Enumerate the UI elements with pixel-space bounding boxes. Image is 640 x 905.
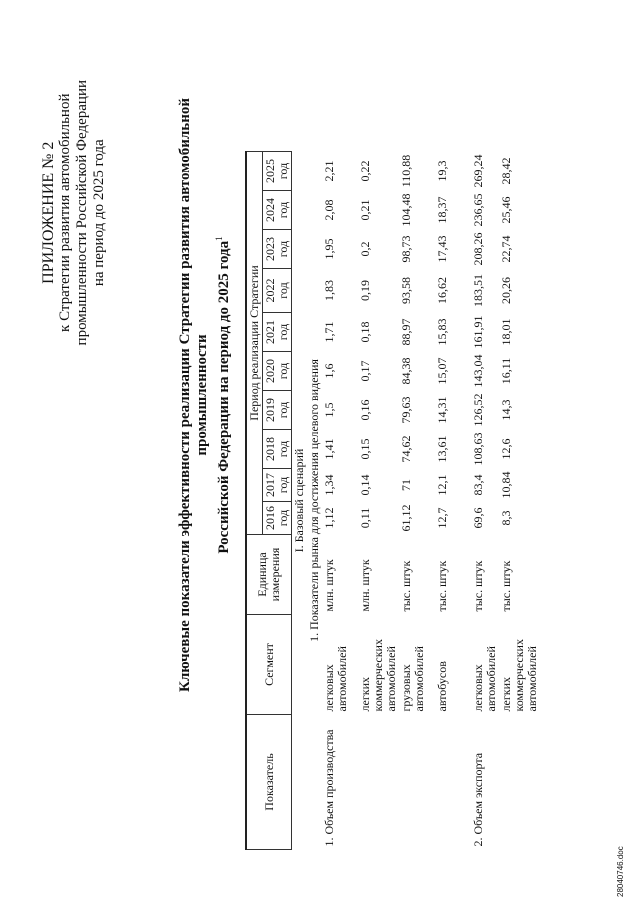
segment-cell: легких коммерческих автомобилей bbox=[499, 639, 539, 712]
value-cell: 61,12 bbox=[399, 504, 413, 532]
indicator-cell: 1. Объем производства bbox=[322, 729, 336, 847]
table-row bbox=[399, 152, 435, 850]
value-cell: 8,3 bbox=[499, 510, 513, 526]
value-cell: 1,12 bbox=[322, 507, 336, 529]
segment-cell: легковых автомобилей bbox=[471, 646, 498, 712]
value-cell: 79,63 bbox=[399, 396, 413, 424]
value-cell: 1,5 bbox=[322, 402, 336, 418]
unit-cell: тыс. штук bbox=[399, 560, 413, 612]
header-indicator: Показатель bbox=[246, 715, 292, 850]
segment-cell: автобусов bbox=[435, 661, 449, 712]
header-year: 2021 год bbox=[263, 313, 292, 352]
document-title-line bbox=[211, 95, 233, 695]
value-cell: 69,6 bbox=[471, 507, 485, 529]
value-cell: 104,48 bbox=[399, 193, 413, 227]
header-unit: Единица измерения bbox=[246, 535, 292, 615]
value-cell: 236,65 bbox=[471, 193, 485, 227]
header-year: 2020 год bbox=[263, 352, 292, 391]
value-cell: 10,84 bbox=[499, 471, 513, 499]
value-cell: 143,04 bbox=[471, 354, 485, 388]
appendix-line: к Стратегии развития автомобильной bbox=[57, 93, 73, 332]
value-cell: 14,31 bbox=[435, 396, 449, 424]
indicator-cell bbox=[358, 715, 399, 850]
value-cell: 22,74 bbox=[499, 235, 513, 263]
value-cell: 1,71 bbox=[322, 321, 336, 343]
document-title-text: Российской Федерации на период до 2025 года bbox=[216, 240, 232, 554]
value-cell: 28,42 bbox=[499, 157, 513, 185]
value-cell: 208,26 bbox=[471, 232, 485, 266]
value-cell: 0,17 bbox=[358, 360, 372, 382]
indicator-cell bbox=[435, 715, 471, 850]
value-cell: 0,15 bbox=[358, 438, 372, 460]
segment-cell: легких коммерческих автомобилей bbox=[358, 639, 398, 712]
indicator-cell bbox=[399, 715, 435, 850]
value-cell: 17,43 bbox=[435, 235, 449, 263]
header-year: 2024 год bbox=[263, 191, 292, 230]
appendix-header bbox=[40, 80, 108, 345]
table-row bbox=[358, 152, 399, 850]
value-cell: 1,41 bbox=[322, 438, 336, 460]
unit-cell: млн. штук bbox=[358, 559, 372, 612]
subsection-title: 1. Показатели рынка для достижения целевого видения bbox=[307, 359, 321, 642]
appendix-line: на период до 2025 года bbox=[91, 139, 107, 287]
value-cell: 126,52 bbox=[471, 393, 485, 427]
document-title bbox=[177, 95, 233, 695]
value-cell: 183,51 bbox=[471, 274, 485, 307]
value-cell: 0,16 bbox=[358, 399, 372, 421]
document-title-line: Ключевые показатели эффективности реализации Стратегии развития автомобильной промышленности bbox=[177, 98, 210, 692]
table-row bbox=[499, 152, 540, 850]
table-row bbox=[471, 152, 499, 850]
indicator-cell bbox=[499, 715, 540, 850]
value-cell: 16,62 bbox=[435, 277, 449, 304]
header-year: 2019 год bbox=[263, 391, 292, 430]
value-cell: 18,37 bbox=[435, 196, 449, 224]
appendix-title: ПРИЛОЖЕНИЕ № 2 bbox=[40, 141, 57, 284]
value-cell: 12,7 bbox=[435, 507, 449, 529]
appendix-line: промышленности Российской Федерации bbox=[74, 80, 90, 346]
value-cell: 16,11 bbox=[499, 357, 513, 385]
value-cell: 88,97 bbox=[399, 318, 413, 346]
indicator-cell: 2. Объем экспорта bbox=[471, 752, 485, 847]
value-cell: 1,6 bbox=[322, 363, 336, 379]
value-cell: 12,6 bbox=[499, 438, 513, 460]
value-cell: 13,61 bbox=[435, 435, 449, 463]
kpi-table bbox=[245, 151, 540, 850]
header-period: Период реализации Стратегии bbox=[246, 152, 263, 535]
header-segment: Сегмент bbox=[246, 615, 292, 715]
segment-cell: легковых автомобилей bbox=[322, 646, 349, 712]
table-row bbox=[435, 152, 471, 850]
value-cell: 0,18 bbox=[358, 321, 372, 343]
section-title: I. Базовый сценарий bbox=[292, 448, 306, 553]
value-cell: 161,91 bbox=[471, 315, 485, 349]
value-cell: 1,34 bbox=[322, 474, 336, 496]
unit-cell: тыс. штук bbox=[499, 560, 513, 612]
value-cell: 110,88 bbox=[399, 154, 413, 188]
header-year: 2025 год bbox=[263, 152, 292, 191]
header-year: 2022 год bbox=[263, 269, 292, 313]
value-cell: 1,83 bbox=[322, 280, 336, 301]
footnote-mark: 1 bbox=[214, 236, 224, 241]
value-cell: 93,58 bbox=[399, 277, 413, 304]
header-year: 2018 год bbox=[263, 430, 292, 469]
value-cell: 2,21 bbox=[322, 160, 336, 182]
value-cell: 15,07 bbox=[435, 357, 449, 385]
value-cell: 1,95 bbox=[322, 238, 336, 260]
value-cell: 18,01 bbox=[499, 318, 513, 346]
header-year: 2023 год bbox=[263, 230, 292, 269]
value-cell: 84,38 bbox=[399, 357, 413, 385]
value-cell: 0,22 bbox=[358, 160, 372, 182]
header-year: 2016 год bbox=[263, 502, 292, 535]
value-cell: 0,14 bbox=[358, 474, 372, 496]
table-row bbox=[322, 152, 358, 850]
value-cell: 15,83 bbox=[435, 318, 449, 346]
value-cell: 25,46 bbox=[499, 196, 513, 224]
unit-cell: тыс. штук bbox=[435, 560, 449, 612]
value-cell: 12,1 bbox=[435, 474, 449, 496]
unit-cell: млн. штук bbox=[322, 559, 336, 612]
value-cell: 20,26 bbox=[499, 277, 513, 304]
value-cell: 108,63 bbox=[471, 432, 485, 466]
value-cell: 2,08 bbox=[322, 199, 336, 221]
value-cell: 269,24 bbox=[471, 154, 485, 188]
value-cell: 83,4 bbox=[471, 474, 485, 496]
segment-cell: грузовых автомобилей bbox=[399, 646, 426, 712]
value-cell: 14,3 bbox=[499, 399, 513, 421]
value-cell: 71 bbox=[399, 479, 413, 491]
value-cell: 74,62 bbox=[399, 435, 413, 463]
header-year: 2017 год bbox=[263, 469, 292, 502]
value-cell: 19,3 bbox=[435, 160, 449, 182]
value-cell: 0,11 bbox=[358, 507, 372, 529]
file-name: 28040746.doc bbox=[616, 846, 625, 897]
value-cell: 0,21 bbox=[358, 199, 372, 221]
unit-cell: тыс. штук bbox=[471, 560, 485, 612]
value-cell: 0,2 bbox=[358, 241, 372, 257]
value-cell: 98,73 bbox=[399, 235, 413, 263]
value-cell: 0,19 bbox=[358, 280, 372, 301]
